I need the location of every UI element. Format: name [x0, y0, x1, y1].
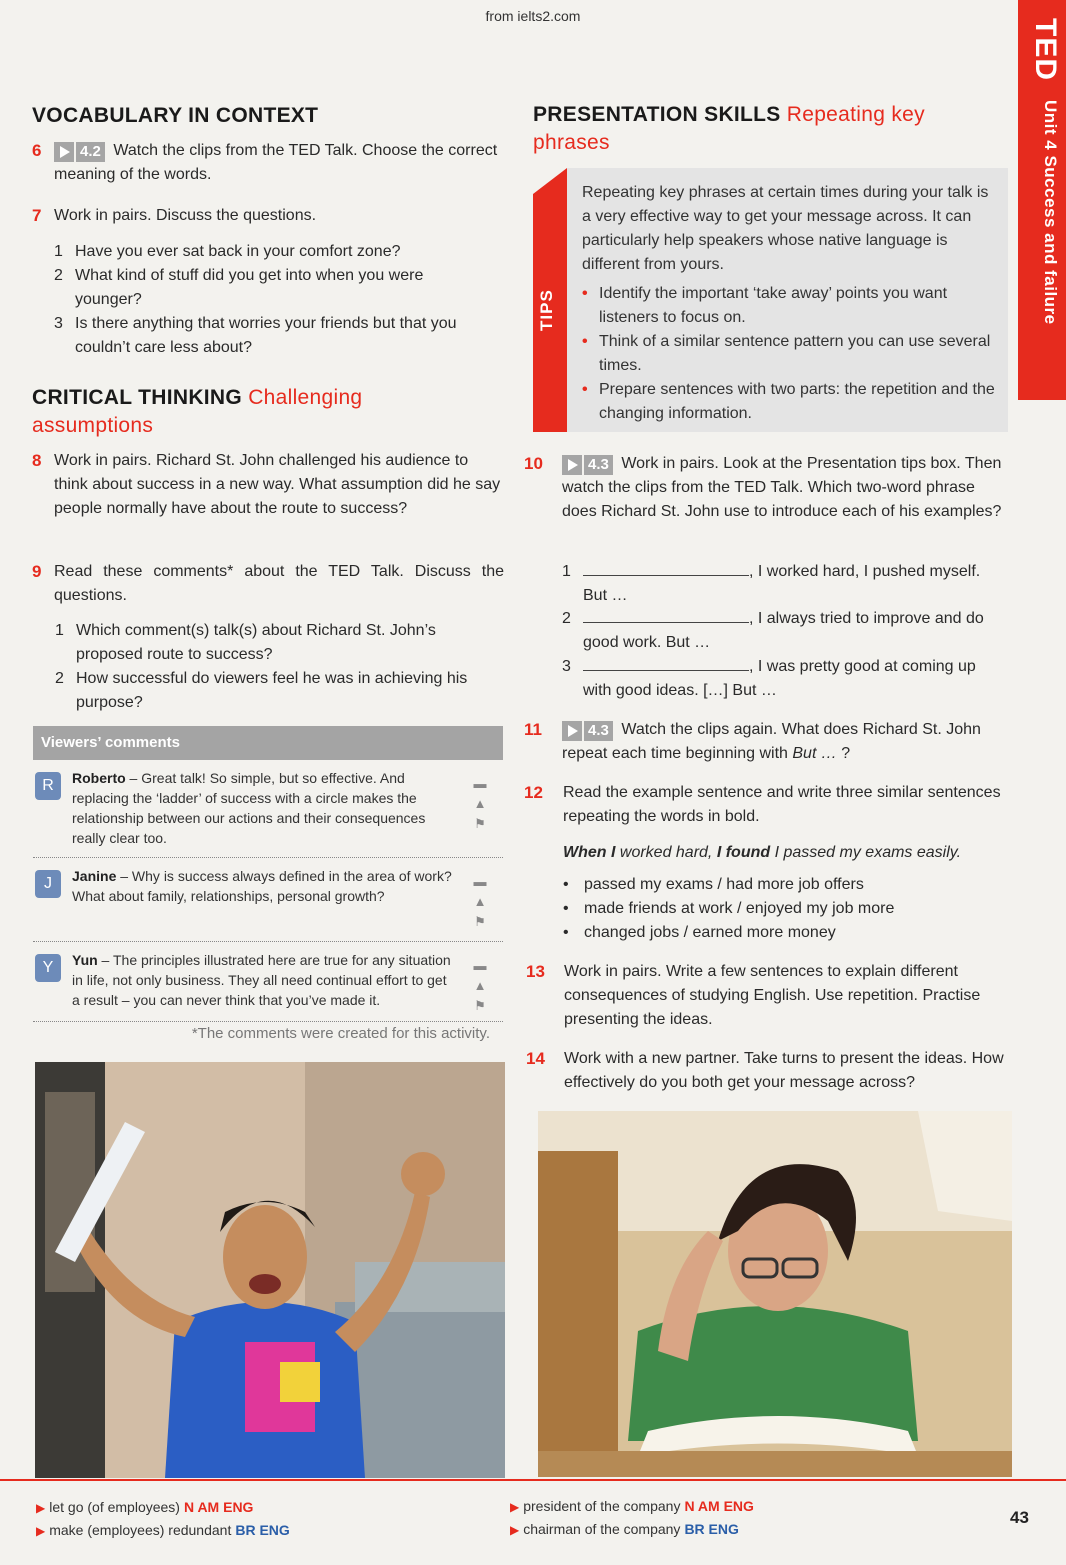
- reply-icon[interactable]: ▬: [473, 874, 487, 889]
- presentation-heading: PRESENTATION SKILLS Repeating key phrases: [533, 103, 925, 154]
- ted-logo: TED: [1029, 18, 1062, 81]
- question-item: 2 How successful do viewers feel he was in achieving his purpose?: [55, 670, 468, 711]
- comment-actions: [471, 774, 489, 834]
- exercise-text: Work in pairs. Richard St. John challenged his audience to think about success in a new way. What assumption did he say people normally have about the route to success?: [54, 452, 501, 517]
- exercise-number: 6: [32, 141, 42, 160]
- gap-item: 3 , I was pretty good at coming up with good ideas. […] But …: [562, 658, 976, 699]
- comment-actions: [471, 956, 489, 1016]
- play-icon: [54, 142, 74, 162]
- bullet-item: • changed jobs / earned more money: [563, 924, 836, 941]
- question-item: 1 Have you ever sat back in your comfort zone?: [54, 243, 401, 260]
- comment-text: Janine – Why is success always defined in the area of work? What about family, relationships, personal growth?: [72, 868, 452, 904]
- video-clip-button[interactable]: 4.3: [562, 721, 613, 741]
- question-item: 1 Which comment(s) talk(s) about Richard St. John’s proposed route to success?: [55, 622, 436, 663]
- viewers-comments-header: Viewers’ comments: [33, 726, 503, 760]
- avatar: R: [35, 772, 61, 800]
- footer-rule: [0, 1479, 1066, 1481]
- footer-item: ▶ president of the company N AM ENG: [510, 1498, 754, 1514]
- photo-studying-woman: [538, 1111, 1012, 1477]
- exercise-text: Work with a new partner. Take turns to present the ideas. How effectively do you both get your message across?: [564, 1050, 1004, 1091]
- exercise-text: Read the example sentence and write three similar sentences repeating the words in bold.: [563, 784, 1001, 825]
- flag-icon[interactable]: ⚑: [474, 998, 486, 1013]
- bullet-item: • passed my exams / had more job offers: [563, 876, 864, 893]
- critical-heading: CRITICAL THINKING Challenging assumptions: [32, 386, 363, 437]
- exercise-text: Work in pairs. Discuss the questions.: [54, 207, 317, 224]
- flag-icon[interactable]: ⚑: [474, 816, 486, 831]
- video-clip-button[interactable]: 4.3: [562, 455, 613, 475]
- exercise-number: 13: [526, 962, 545, 981]
- exercise-number: 11: [524, 720, 542, 739]
- bullet-item: • made friends at work / enjoyed my job more: [563, 900, 895, 917]
- photo-jumping-student: [35, 1062, 505, 1478]
- thumbs-up-icon[interactable]: ▲: [473, 894, 487, 909]
- play-icon: [562, 455, 582, 475]
- footer-item: ▶ let go (of employees) N AM ENG: [36, 1499, 254, 1515]
- exercise-12: [524, 781, 1004, 829]
- gap-blank[interactable]: [583, 657, 749, 671]
- tips-text: [582, 181, 998, 426]
- exercise-number: 9: [32, 562, 42, 581]
- flag-icon[interactable]: ⚑: [474, 914, 486, 929]
- tip-item: • Prepare sentences with two parts: the repetition and the changing information.: [582, 381, 995, 422]
- gap-item: 1 , I worked hard, I pushed myself. But …: [562, 563, 981, 604]
- tips-label: TIPS: [537, 289, 556, 331]
- unit-label: Unit 4 Success and failure: [1041, 100, 1060, 325]
- gap-blank[interactable]: [583, 562, 749, 576]
- page-number: 43: [1010, 1508, 1029, 1527]
- tips-intro: Repeating key phrases at certain times during your talk is a very effective way to get your message across. It can particularly help speakers whose native language is different from yours.: [582, 184, 989, 273]
- exercise-13: [526, 960, 1004, 1032]
- question-item: 3 Is there anything that worries your friends but that you couldn’t care less about?: [54, 315, 457, 356]
- avatar: Y: [35, 954, 61, 982]
- exercise-text: Watch the clips from the TED Talk. Choose the correct meaning of the words.: [54, 142, 498, 183]
- footer-vocab-left: [36, 1496, 456, 1542]
- video-clip-button[interactable]: 4.2: [54, 142, 105, 162]
- reply-icon[interactable]: ▬: [473, 776, 487, 791]
- exercise-text: Read these comments* about the TED Talk. Discuss the questions.: [54, 563, 504, 604]
- comments-footnote: *The comments were created for this activity.: [191, 1025, 490, 1042]
- exercise-8: [32, 449, 502, 521]
- example-sentence: When I worked hard, I found I passed my exams easily.: [563, 844, 962, 861]
- tips-box: [533, 168, 1008, 432]
- photo-studying-woman-illustration: [538, 1111, 1012, 1477]
- photo-jumping-student-illustration: [35, 1062, 505, 1478]
- comment-card: [33, 946, 503, 1022]
- source-note: from ielts2.com: [485, 8, 581, 24]
- thumbs-up-icon[interactable]: ▲: [473, 978, 487, 993]
- exercise-9: [32, 560, 504, 608]
- exercise-number: 10: [524, 454, 543, 473]
- exercise-number: 12: [524, 783, 543, 802]
- footer-item: ▶ make (employees) redundant BR ENG: [36, 1522, 290, 1538]
- tip-item: • Identify the important ‘take away’ points you want listeners to focus on.: [582, 285, 948, 326]
- footer-item: ▶ chairman of the company BR ENG: [510, 1521, 739, 1537]
- exercise-7: [32, 204, 502, 228]
- exercise-text: Work in pairs. Write a few sentences to explain different consequences of studying English. Use repetition. Practise presenting the ideas.: [564, 963, 981, 1028]
- comment-card: [33, 764, 503, 858]
- play-icon: [562, 721, 582, 741]
- exercise-11: 11 4.3 Watch the clips again. What does Richard St. John repeat each time beginning with But … ?: [524, 720, 981, 762]
- thumbs-up-icon[interactable]: ▲: [473, 796, 487, 811]
- comment-actions: [471, 872, 489, 932]
- exercise-text: Work in pairs. Look at the Presentation tips box. Then watch the clips from the TED Talk. Which two-word phrase does Richard St. John use to introduce each of his examples?: [562, 455, 1002, 520]
- tips-list: [582, 282, 998, 426]
- exercise-number: 7: [32, 206, 42, 225]
- gap-blank[interactable]: [583, 609, 749, 623]
- tip-item: • Think of a similar sentence pattern you can use several times.: [582, 333, 991, 374]
- tips-corner: [533, 168, 567, 194]
- gap-item: 2 , I always tried to improve and do good work. But …: [562, 610, 984, 651]
- reply-icon[interactable]: ▬: [473, 958, 487, 973]
- exercise-10: [524, 452, 1010, 524]
- vocab-heading: VOCABULARY IN CONTEXT: [32, 104, 319, 127]
- exercise-6: [32, 139, 502, 187]
- comment-card: [33, 862, 503, 942]
- exercise-number: 14: [526, 1049, 545, 1068]
- avatar: J: [35, 870, 61, 898]
- footer-vocab-right: [510, 1495, 930, 1541]
- question-item: 2 What kind of stuff did you get into when you were younger?: [54, 267, 424, 308]
- exercise-14: [526, 1047, 1010, 1095]
- comment-text: Yun – The principles illustrated here are true for any situation in life, not only business. They all need continual effort to get a result – you can never think that you’ve made it.: [72, 952, 451, 1008]
- comment-text: Roberto – Great talk! So simple, but so effective. And replacing the ‘ladder’ of success with a circle makes the relationship between our actions and their consequences really clear too.: [72, 770, 426, 846]
- exercise-number: 8: [32, 451, 42, 470]
